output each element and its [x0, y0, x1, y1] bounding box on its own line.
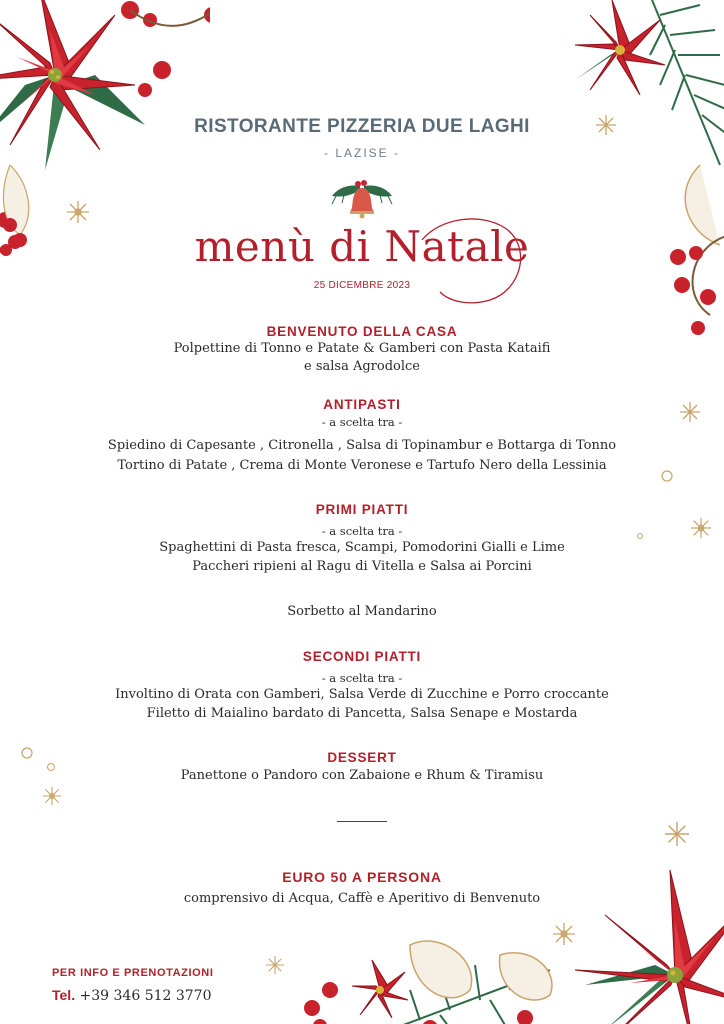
- price-note: comprensivo di Acqua, Caffè e Aperitivo di Benvenuto: [183, 891, 541, 906]
- tel-number: +39 346 512 3770: [79, 988, 212, 1004]
- dessert-line-1: Panettone o Pandoro con Zabaione e Rhum & Tiramisu: [180, 768, 544, 783]
- primi-line-1: Spaghettini di Pasta fresca, Scampi, Pomodorini Gialli e Lime: [159, 540, 565, 555]
- star-icon: [665, 822, 689, 846]
- divider: [337, 821, 387, 822]
- section-title-primi: PRIMI PIATTI: [315, 502, 409, 517]
- section-title-benvenuto: BENVENUTO DELLA CASA: [266, 324, 458, 339]
- benvenuto-line-1: Polpettine di Tonno e Patate & Gamberi con Pasta Kataifi: [173, 341, 551, 356]
- primi-choice: - a scelta tra -: [321, 524, 403, 538]
- menu-date: 25 DICEMBRE 2023: [313, 280, 411, 291]
- secondi-line-2: Filetto di Maialino bardato di Pancetta, Salsa Senape e Mostarda: [146, 706, 578, 721]
- contact-phone: [52, 987, 212, 1004]
- poinsettia-top-right-icon: [560, 0, 724, 345]
- snowflake-icon: [42, 786, 62, 806]
- section-title-dessert: DESSERT: [327, 750, 397, 765]
- contact-title: PER INFO E PRENOTAZIONI: [52, 967, 214, 979]
- antipasti-choice: - a scelta tra -: [321, 415, 403, 429]
- restaurant-name: RISTORANTE PIZZERIA DUE LAGHI: [194, 116, 530, 137]
- secondi-choice: - a scelta tra -: [321, 671, 403, 685]
- secondi-line-1: Involtino di Orata con Gamberi, Salsa Verde di Zucchine e Porro croccante: [115, 687, 609, 702]
- location: - LAZISE -: [323, 146, 400, 160]
- section-title-secondi: SECONDI PIATTI: [302, 649, 422, 664]
- tel-label: Tel.: [52, 987, 76, 1003]
- snowflake-icon: [552, 922, 576, 946]
- benvenuto-line-2: e salsa Agrodolce: [304, 359, 420, 374]
- primi-line-2: Paccheri ripieni al Ragu di Vitella e Salsa ai Porcini: [192, 559, 532, 574]
- menu-title: menù di Natale: [194, 222, 530, 271]
- antipasti-line-2: Tortino di Patate , Crema di Monte Veronese e Tartufo Nero della Lessinia: [117, 458, 607, 473]
- star-icon: [266, 956, 284, 974]
- snowflake-icon: [66, 200, 90, 224]
- sorbetto-line: Sorbetto al Mandarino: [287, 604, 437, 619]
- bell-icon: [330, 178, 394, 220]
- antipasti-line-1: Spiedino di Capesante , Citronella , Salsa di Topinambur e Bottarga di Tonno: [107, 438, 617, 453]
- price-title: EURO 50 A PERSONA: [282, 869, 442, 885]
- section-title-antipasti: ANTIPASTI: [323, 397, 401, 412]
